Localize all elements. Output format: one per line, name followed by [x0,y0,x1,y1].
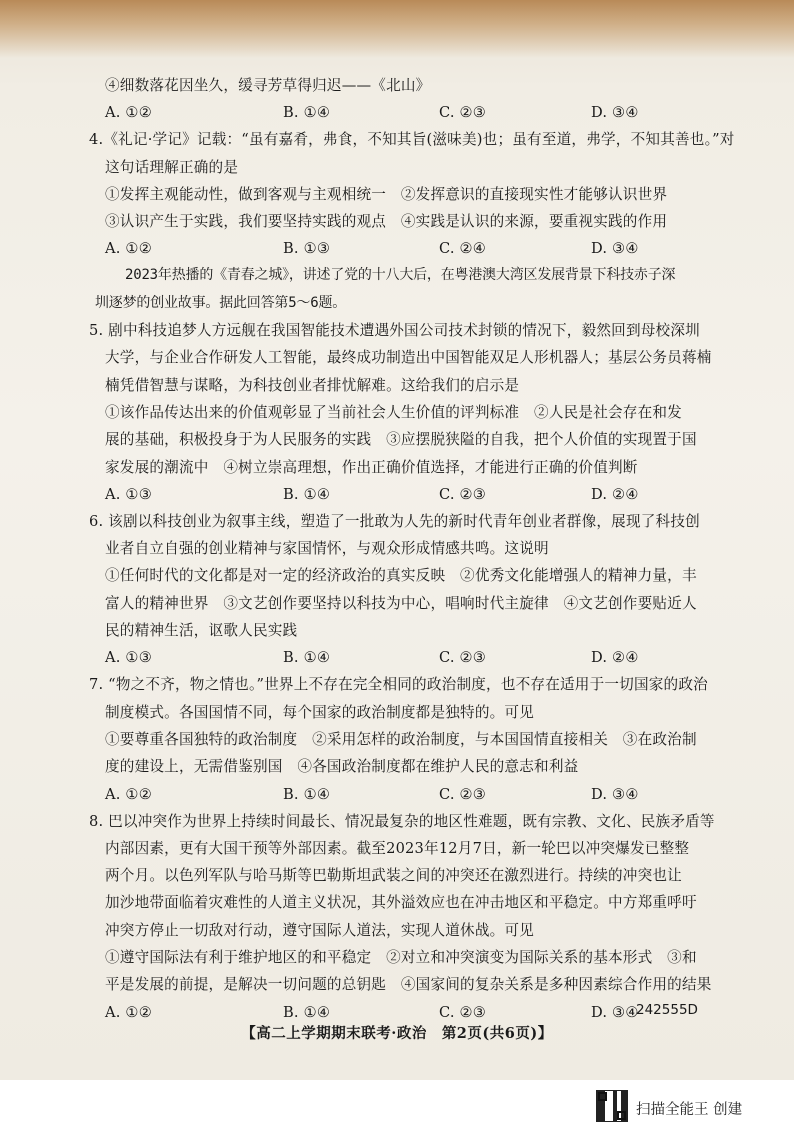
q4-option-a: A. ①② [105,240,152,258]
q6-stem-line-2: 业者自立自强的创业精神与家国情怀，与观众形成情感共鸣。这说明 [105,540,549,558]
q5-stem-line-1: 5. 剧中科技追梦人方远舰在我国智能技术遭遇外国公司技术封锁的情况下，毅然回到母校深圳 [89,322,700,340]
q8-option-a: A. ①② [105,1003,152,1021]
q7-option-a: A. ①② [105,785,152,803]
q7-options [95,781,725,808]
q3-option-c: C. ②③ [439,104,487,122]
q8-stem-line-2: 内部因素，更有大国干预等外部因素。截至2023年12月7日，新一轮巴以冲突爆发已整整 [105,839,690,857]
q4-option-b: B. ①③ [283,240,331,258]
q5-statement-line-1: ①该作品传达出来的价值观彰显了当前社会人生价值的评判标准 ②人民是社会存在和发 [105,403,682,421]
q7-stem-line-1: 7. “物之不齐，物之情也。”世界上不存在完全相同的政治制度，也不存在适用于一切国家的政治 [89,676,708,694]
scanner-watermark: 扫描全能王 创建 [636,1102,743,1118]
q5-option-d: D. ②④ [591,485,639,503]
q6-option-c: C. ②③ [439,649,487,667]
page-footer: 【高二上学期期末联考·政治 第2页(共6页)】 [241,1025,553,1042]
q6-statement-line-3: 民的精神生活，讴歌人民实践 [105,622,298,640]
q3-option-b: B. ①④ [283,104,331,122]
q6-stem-line-1: 6. 该剧以科技创业为叙事主线，塑造了一批敢为人先的新时代青年创业者群像，展现了科技创 [89,512,700,530]
q6-option-d: D. ②④ [591,649,639,667]
q5-stem-line-2: 大学，与企业合作研发人工智能，最终成功制造出中国智能双足人形机器人；基层公务员蒋楠 [105,349,712,367]
q4-option-d: D. ③④ [591,240,639,258]
q4-statement-line-1: ①发挥主观能动性，做到客观与主观相统一 ②发挥意识的直接现实性才能够认识世界 [105,185,668,203]
q5-options [95,481,725,508]
q7-statement-line-2: 度的建设上，无需借鉴别国 ④各国政治制度都在维护人民的意志和利益 [105,758,579,776]
q5-option-a: A. ①③ [105,485,152,503]
q5-stem-line-3: 楠凭借智慧与谋略，为科技创业者排忧解难。这给我们的启示是 [105,376,520,394]
q6-option-b: B. ①④ [283,649,331,667]
qr-code-icon [596,1090,628,1122]
q3-option-line: ④细数落花因坐久，缓寻芳草得归迟——《北山》 [105,77,431,94]
q7-option-c: C. ②③ [439,785,487,803]
q7-option-d: D. ③④ [591,785,639,803]
q8-option-c: C. ②③ [439,1003,487,1021]
q5-option-b: B. ①④ [283,485,331,503]
exam-content [89,72,735,1026]
q6-option-a: A. ①③ [105,649,152,667]
material-intro-line-1: 2023年热播的《青春之城》，讲述了党的十八大后，在粤港澳大湾区发展背景下科技赤子深 [125,267,676,284]
q5-option-c: C. ②③ [439,485,487,503]
q6-statement-line-1: ①任何时代的文化都是对一定的经济政治的真实反映 ②优秀文化能增强人的精神力量，丰 [105,567,697,585]
q8-statement-line-2: 平是发展的前提，是解决一切问题的总钥匙 ④国家间的复杂关系是多种因素综合作用的结果 [105,976,712,994]
q3-option-a: A. ①② [105,104,152,122]
q4-statement-line-2: ③认识产生于实践，我们要坚持实践的观点 ④实践是认识的来源，要重视实践的作用 [105,213,668,231]
q4-option-c: C. ②④ [439,240,487,258]
q8-stem-line-4: 加沙地带面临着灾难性的人道主义状况，其外溢效应也在冲击地区和平稳定。中方郑重呼吁 [105,894,697,912]
q8-stem-line-3: 两个月。以色列军队与哈马斯等巴勒斯坦武装之间的冲突还在激烈进行。持续的冲突也让 [105,867,682,885]
q4-stem-line-2: 这句话理解正确的是 [105,158,239,176]
q7-stem-line-2: 制度模式。各国国情不同，每个国家的政治制度都是独特的。可见 [105,703,535,721]
q6-options [95,644,725,671]
page-top-shadow [0,0,794,58]
material-intro-line-2: 圳逐梦的创业故事。据此回答第5～6题。 [95,294,347,311]
paper-code: 242555D [636,1002,698,1018]
q7-option-b: B. ①④ [283,785,331,803]
q5-statement-line-3: 家发展的潮流中 ④树立崇高理想，作出正确价值选择，才能进行正确的价值判断 [105,458,638,476]
q8-stem-line-1: 8. 巴以冲突作为世界上持续时间最长、情况最复杂的地区性难题，既有宗教、文化、民族矛盾等 [89,812,715,830]
q7-statement-line-1: ①要尊重各国独特的政治制度 ②采用怎样的政治制度，与本国国情直接相关 ③在政治制 [105,730,697,748]
q8-option-b: B. ①④ [283,1003,331,1021]
q8-statement-line-1: ①遵守国际法有利于维护地区的和平稳定 ②对立和冲突演变为国际关系的基本形式 ③和 [105,949,697,967]
q4-stem-line-1: 4.《礼记·学记》记载：“虽有嘉肴，弗食，不知其旨(滋味美)也；虽有至道，弗学，不知其善也。”对 [89,131,735,149]
q3-options [95,99,725,126]
q8-option-d: D. ③④ [591,1003,639,1021]
q8-stem-line-5: 冲突方停止一切敌对行动，遵守国际人道法，实现人道休战。可见 [105,921,535,939]
q6-statement-line-2: 富人的精神世界 ③文艺创作要坚持以科技为中心，唱响时代主旋律 ④文艺创作要贴近人 [105,594,697,612]
q3-option-d: D. ③④ [591,104,639,122]
q5-statement-line-2: 展的基础，积极投身于为人民服务的实践 ③应摆脱狭隘的自我，把个人价值的实现置于国 [105,431,697,449]
q4-options [95,235,725,262]
